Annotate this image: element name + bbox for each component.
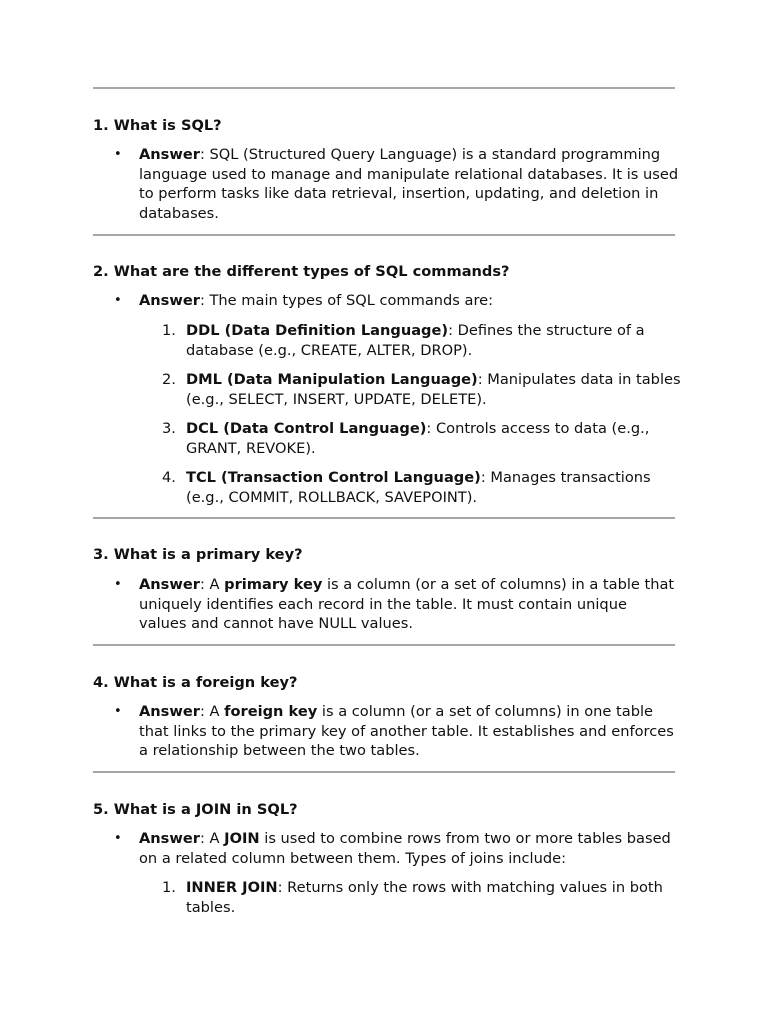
separator-top <box>93 87 675 89</box>
answer-term: foreign key <box>224 703 318 720</box>
bullet-3: • <box>114 577 122 592</box>
answer-text: : SQL (Structured Query Language) is a standard programming language used to manage and manipulate relational databases. It is used to perform tasks like data retrieval, insertion, updating, and deletion in databases. <box>139 146 679 222</box>
answer-label: Answer <box>139 576 200 593</box>
answer-label: Answer <box>139 146 200 163</box>
answer-text: : The main types of SQL commands are: <box>199 292 494 309</box>
bullet-1: • <box>114 147 122 162</box>
list-item-desc: : Manages transactions (e.g., COMMIT, ROLLBACK, SAVEPOINT). <box>186 469 651 506</box>
list-item-number: 1. <box>162 879 176 896</box>
question-4-answer <box>139 702 679 761</box>
list-item-term: DML (Data Manipulation Language) <box>186 371 478 388</box>
answer-term: JOIN <box>224 830 260 847</box>
list-item-dcl <box>186 419 686 458</box>
answer-label: Answer <box>139 292 200 309</box>
question-3-answer <box>139 575 679 634</box>
separator-3 <box>93 644 675 646</box>
answer-text-post: is used to combine rows from two or more tables based on a related column between them. Types of joins include: <box>139 830 671 867</box>
question-5-answer <box>139 829 679 868</box>
separator-1 <box>93 234 675 236</box>
list-item-desc: : Returns only the rows with matching values in both tables. <box>186 879 663 916</box>
list-item-term: DDL (Data Definition Language) <box>186 322 449 339</box>
list-item-number: 1. <box>162 322 176 339</box>
question-4-title: 4. What is a foreign key? <box>93 674 298 691</box>
answer-label: Answer <box>139 703 200 720</box>
answer-label: Answer <box>139 830 200 847</box>
list-item-ddl <box>186 321 686 360</box>
list-item-number: 3. <box>162 420 176 437</box>
list-item-desc: : Defines the structure of a database (e.g., CREATE, ALTER, DROP). <box>186 322 645 359</box>
question-1-answer <box>139 145 679 223</box>
separator-4 <box>93 771 675 773</box>
question-2-answer <box>139 291 679 311</box>
answer-text-pre: : A <box>199 830 225 847</box>
question-3-title: 3. What is a primary key? <box>93 546 303 563</box>
list-item-term: DCL (Data Control Language) <box>186 420 427 437</box>
list-item-term: INNER JOIN <box>186 879 278 896</box>
answer-text-post: is a column (or a set of columns) in a table that uniquely identifies each record in the table. It must contain unique values and cannot have NULL values. <box>139 576 675 632</box>
question-2-title: 2. What are the different types of SQL commands? <box>93 263 510 280</box>
bullet-5: • <box>114 831 122 846</box>
list-item-number: 2. <box>162 371 176 388</box>
answer-term: primary key <box>224 576 323 593</box>
list-item-desc: : Controls access to data (e.g., GRANT, REVOKE). <box>186 420 650 457</box>
bullet-2: • <box>114 293 122 308</box>
list-item-desc: : Manipulates data in tables (e.g., SELECT, INSERT, UPDATE, DELETE). <box>186 371 681 408</box>
question-5-title: 5. What is a JOIN in SQL? <box>93 801 298 818</box>
list-item-dml <box>186 370 686 409</box>
answer-text-pre: : A <box>199 576 225 593</box>
separator-2 <box>93 517 675 519</box>
list-item-tcl <box>186 468 686 507</box>
bullet-4: • <box>114 704 122 719</box>
answer-text-pre: : A <box>199 703 225 720</box>
list-item-inner-join <box>186 878 686 917</box>
answer-text-post: is a column (or a set of columns) in one table that links to the primary key of another table. It establishes and enforces a relationship between the two tables. <box>139 703 674 759</box>
list-item-term: TCL (Transaction Control Language) <box>186 469 481 486</box>
question-1-title: 1. What is SQL? <box>93 117 222 134</box>
list-item-number: 4. <box>162 469 176 486</box>
